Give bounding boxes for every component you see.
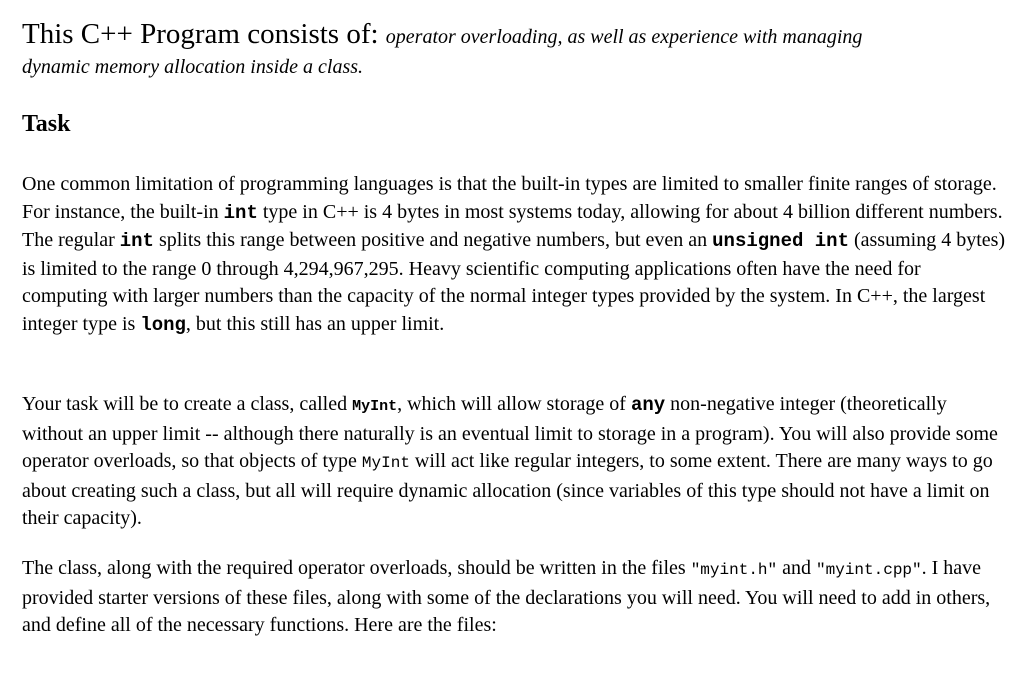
paragraph-limitations xyxy=(22,171,1007,340)
p2-code-myint-2: MyInt xyxy=(361,454,410,473)
title-subtitle: operator overloading, as well as experience with managing xyxy=(385,26,863,48)
p1-text-1: One common limitation of programming languages is that the built-in types are limited to smaller finite ranges of storage. For instance, the built-in xyxy=(22,173,997,223)
p2-text-1: Your task will be to create a class, called xyxy=(22,393,353,415)
p1-text-2: type in C++ is 4 bytes in most systems today, allowing for about 4 billion different numbers. The regular xyxy=(22,200,1003,252)
p3-code-myint-h: "myint.h" xyxy=(690,561,778,579)
section-heading-task: Task xyxy=(22,111,71,137)
p1-text-5: , but this still has an upper limit. xyxy=(185,312,445,335)
p1-text-3: splits this range between positive and negative numbers, but even an xyxy=(153,229,713,252)
p1-code-unsigned-int: unsigned int xyxy=(712,230,849,253)
p3-text-2: and xyxy=(777,557,817,579)
p2-code-any: any xyxy=(630,394,666,416)
p3-text-3: . I have provided starter versions of these files, along with some of the declarations you will need. You will need to add in others, and define all of the necessary functions. Here are the files: xyxy=(22,557,991,637)
p2-code-myint: MyInt xyxy=(352,398,398,415)
p1-code-int-2: int xyxy=(119,230,154,253)
p2-text-2: , which will allow storage of xyxy=(397,393,631,415)
p1-code-int: int xyxy=(223,201,258,224)
paragraph-myint-task xyxy=(22,391,1007,533)
p2-text-3: non-negative integer (theoretically without an upper limit -- although there naturally is an eventual limit to storage in a program). You will also provide some operator overloads, so that objects of type xyxy=(22,393,998,473)
p1-code-long: long xyxy=(140,313,186,336)
title-lead: This C++ Program consists of: xyxy=(22,18,379,50)
p2-text-4: will act like regular integers, to some extent. There are many ways to go about creating such a class, but all will require dynamic allocation (since variables of this type should not have a limit on their capacity). xyxy=(22,450,993,530)
paragraph-files xyxy=(22,555,1007,640)
page-title xyxy=(22,18,1012,53)
p3-code-myint-cpp: "myint.cpp" xyxy=(816,561,922,579)
p1-text-4: (assuming 4 bytes) is limited to the range 0 through 4,294,967,295. Heavy scientific computing applications often have the need for computing with larger numbers than the capacity of the normal integer types provided by the system. In C++, the largest integer type is xyxy=(22,229,1006,335)
p3-text-1: The class, along with the required operator overloads, should be written in the files xyxy=(22,557,691,579)
title-subtitle-continued: dynamic memory allocation inside a class. xyxy=(22,56,364,78)
